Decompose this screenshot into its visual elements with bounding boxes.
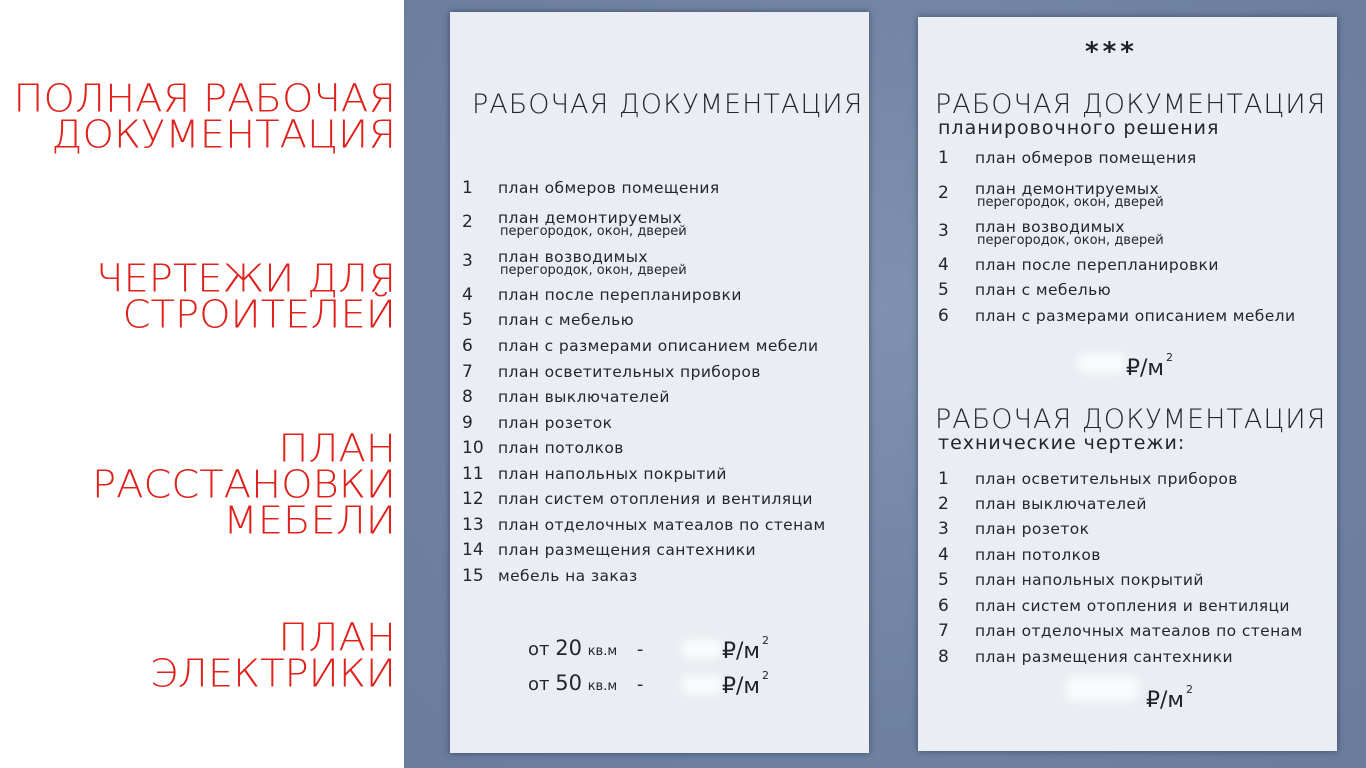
list-item [450,386,860,412]
item-number: 5 [938,570,949,590]
currency-text: ₽/м [722,674,761,699]
item-text: план потолков [975,546,1101,564]
item-text: план выключателей [498,388,670,406]
hidden-price-4 [1066,677,1138,701]
item-text: план с размерами описанием мебели [498,337,819,355]
headline-line: ПОЛНАЯ РАБОЧАЯ [13,77,396,121]
list-item [918,468,1328,494]
list-item [450,437,860,463]
currency-exp: 2 [1166,351,1174,364]
item-number: 6 [938,596,949,616]
item-text: план обмеров помещения [498,179,720,197]
item-number: 8 [462,387,473,407]
item-text: план после перепланировки [975,256,1219,274]
list-item [918,569,1328,595]
item-text: план возводимых [498,248,648,266]
item-text: план с размерами описанием мебели [975,307,1296,325]
item-number: 7 [938,621,949,641]
item-number: 8 [938,647,949,667]
list-item [918,147,1328,173]
headline-line: ПЛАН [278,427,396,471]
item-text: план с мебелью [498,311,635,329]
item-number: 3 [938,519,949,539]
item-text: план напольных покрытий [498,465,727,483]
list-item [450,514,860,540]
price-area-unit: кв.м [587,679,618,694]
list-item [918,518,1328,544]
item-subtext: перегородок, окон, дверей [977,233,1164,248]
item-number: 5 [462,310,473,330]
price-card-full [450,12,869,753]
item-number: 4 [462,285,473,305]
item-number: 15 [462,566,484,586]
price-card-split [918,17,1337,751]
list-item [450,309,860,335]
headline-line: МЕБЕЛИ [223,499,396,543]
list-item [918,646,1328,672]
headline-full-documentation [13,77,396,157]
price-currency [1146,683,1193,713]
currency-text: ₽/м [1146,688,1185,713]
item-number: 3 [462,251,473,271]
price-row [528,636,643,664]
item-number: 14 [462,540,484,560]
list-item [918,254,1328,280]
item-text: мебель на заказ [498,567,638,585]
item-number: 1 [938,469,949,489]
item-text: план потолков [498,439,624,457]
section-subtitle: планировочного решения [938,117,1220,139]
item-number: 9 [462,413,473,433]
item-text: план отделочных матеалов по стенам [975,622,1303,640]
section-subtitle: технические чертежи: [938,432,1186,454]
hidden-price-3 [1078,353,1124,373]
card-title: РАБОЧАЯ ДОКУМЕНТАЦИЯ [472,89,864,120]
price-currency [722,669,769,699]
list-item [450,361,860,387]
item-number: 7 [462,362,473,382]
list-item [918,544,1328,570]
item-number: 6 [462,336,473,356]
item-number: 4 [938,545,949,565]
item-text: план размещения сантехники [498,541,756,559]
headline-line: СТРОИТЕЛЕЙ [122,293,396,337]
item-number: 1 [938,148,949,168]
price-area-value: 50 [555,671,582,695]
headline-line: ЭЛЕКТРИКИ [149,652,396,696]
item-number: 3 [938,221,949,241]
item-text: план систем отопления и вентиляци [498,490,813,508]
item-number: 12 [462,489,484,509]
left-panel [0,0,404,768]
list-item [918,305,1328,331]
headline-line: ДОКУМЕНТАЦИЯ [51,113,396,157]
section-title: РАБОЧАЯ ДОКУМЕНТАЦИЯ [935,404,1327,435]
list-item [450,284,860,310]
item-text: план напольных покрытий [975,571,1204,589]
headline-line: ПЛАН [278,616,396,660]
item-text: план систем отопления и вентиляци [975,597,1290,615]
list-item [918,220,1328,246]
item-number: 2 [938,183,949,203]
list-item [918,620,1328,646]
price-from: от [528,639,550,660]
list-item [450,565,860,591]
item-text: план демонтируемых [975,180,1160,198]
item-text: план обмеров помещения [975,149,1197,167]
item-text: план размещения сантехники [975,648,1233,666]
list-item [450,211,860,237]
headline-line: РАССТАНОВКИ [91,463,396,507]
item-text: план демонтируемых [498,209,683,227]
price-row [528,671,643,699]
price-from: от [528,674,550,695]
list-item [450,463,860,489]
item-subtext: перегородок, окон, дверей [977,195,1164,210]
headline-drawings-for-builders [96,257,396,337]
currency-text: ₽/м [722,639,761,664]
item-text: план отделочных матеалов по стенам [498,516,826,534]
item-number: 5 [938,280,949,300]
list-item [450,177,860,203]
item-text: план выключателей [975,495,1147,513]
list-item [450,412,860,438]
price-dash: - [636,639,644,660]
item-number: 2 [462,212,473,232]
item-number: 10 [462,438,484,458]
list-item [450,250,860,276]
item-text: план розеток [975,520,1090,538]
item-subtext: перегородок, окон, дверей [500,263,687,278]
hidden-price-2 [682,676,722,694]
list-item [450,335,860,361]
item-number: 2 [938,494,949,514]
list-item [918,279,1328,305]
item-text: план с мебелью [975,281,1112,299]
hidden-price-1 [682,640,722,658]
item-number: 13 [462,515,484,535]
price-area-unit: кв.м [587,644,618,659]
list-item [918,182,1328,208]
currency-exp: 2 [762,669,770,682]
item-subtext: перегородок, окон, дверей [500,224,687,239]
item-text: план розеток [498,414,613,432]
item-number: 11 [462,464,484,484]
list-item [918,595,1328,621]
headline-electrical-plan [149,616,396,696]
currency-exp: 2 [1186,683,1194,696]
item-text: план после перепланировки [498,286,742,304]
price-currency [1126,351,1173,381]
list-item [918,493,1328,519]
headline-line: ЧЕРТЕЖИ ДЛЯ [96,257,396,301]
list-item [450,488,860,514]
item-text: план возводимых [975,218,1125,236]
price-area-value: 20 [555,636,582,660]
item-number: 1 [462,178,473,198]
item-text: план осветительных приборов [975,470,1238,488]
stars-decoration: *** [1085,37,1138,67]
price-currency [722,634,769,664]
price-dash: - [636,674,644,695]
item-number: 6 [938,306,949,326]
list-item [450,539,860,565]
item-text: план осветительных приборов [498,363,761,381]
item-number: 4 [938,255,949,275]
section-title: РАБОЧАЯ ДОКУМЕНТАЦИЯ [935,89,1327,120]
currency-text: ₽/м [1126,356,1165,381]
currency-exp: 2 [762,634,770,647]
headline-furniture-plan [91,427,396,543]
